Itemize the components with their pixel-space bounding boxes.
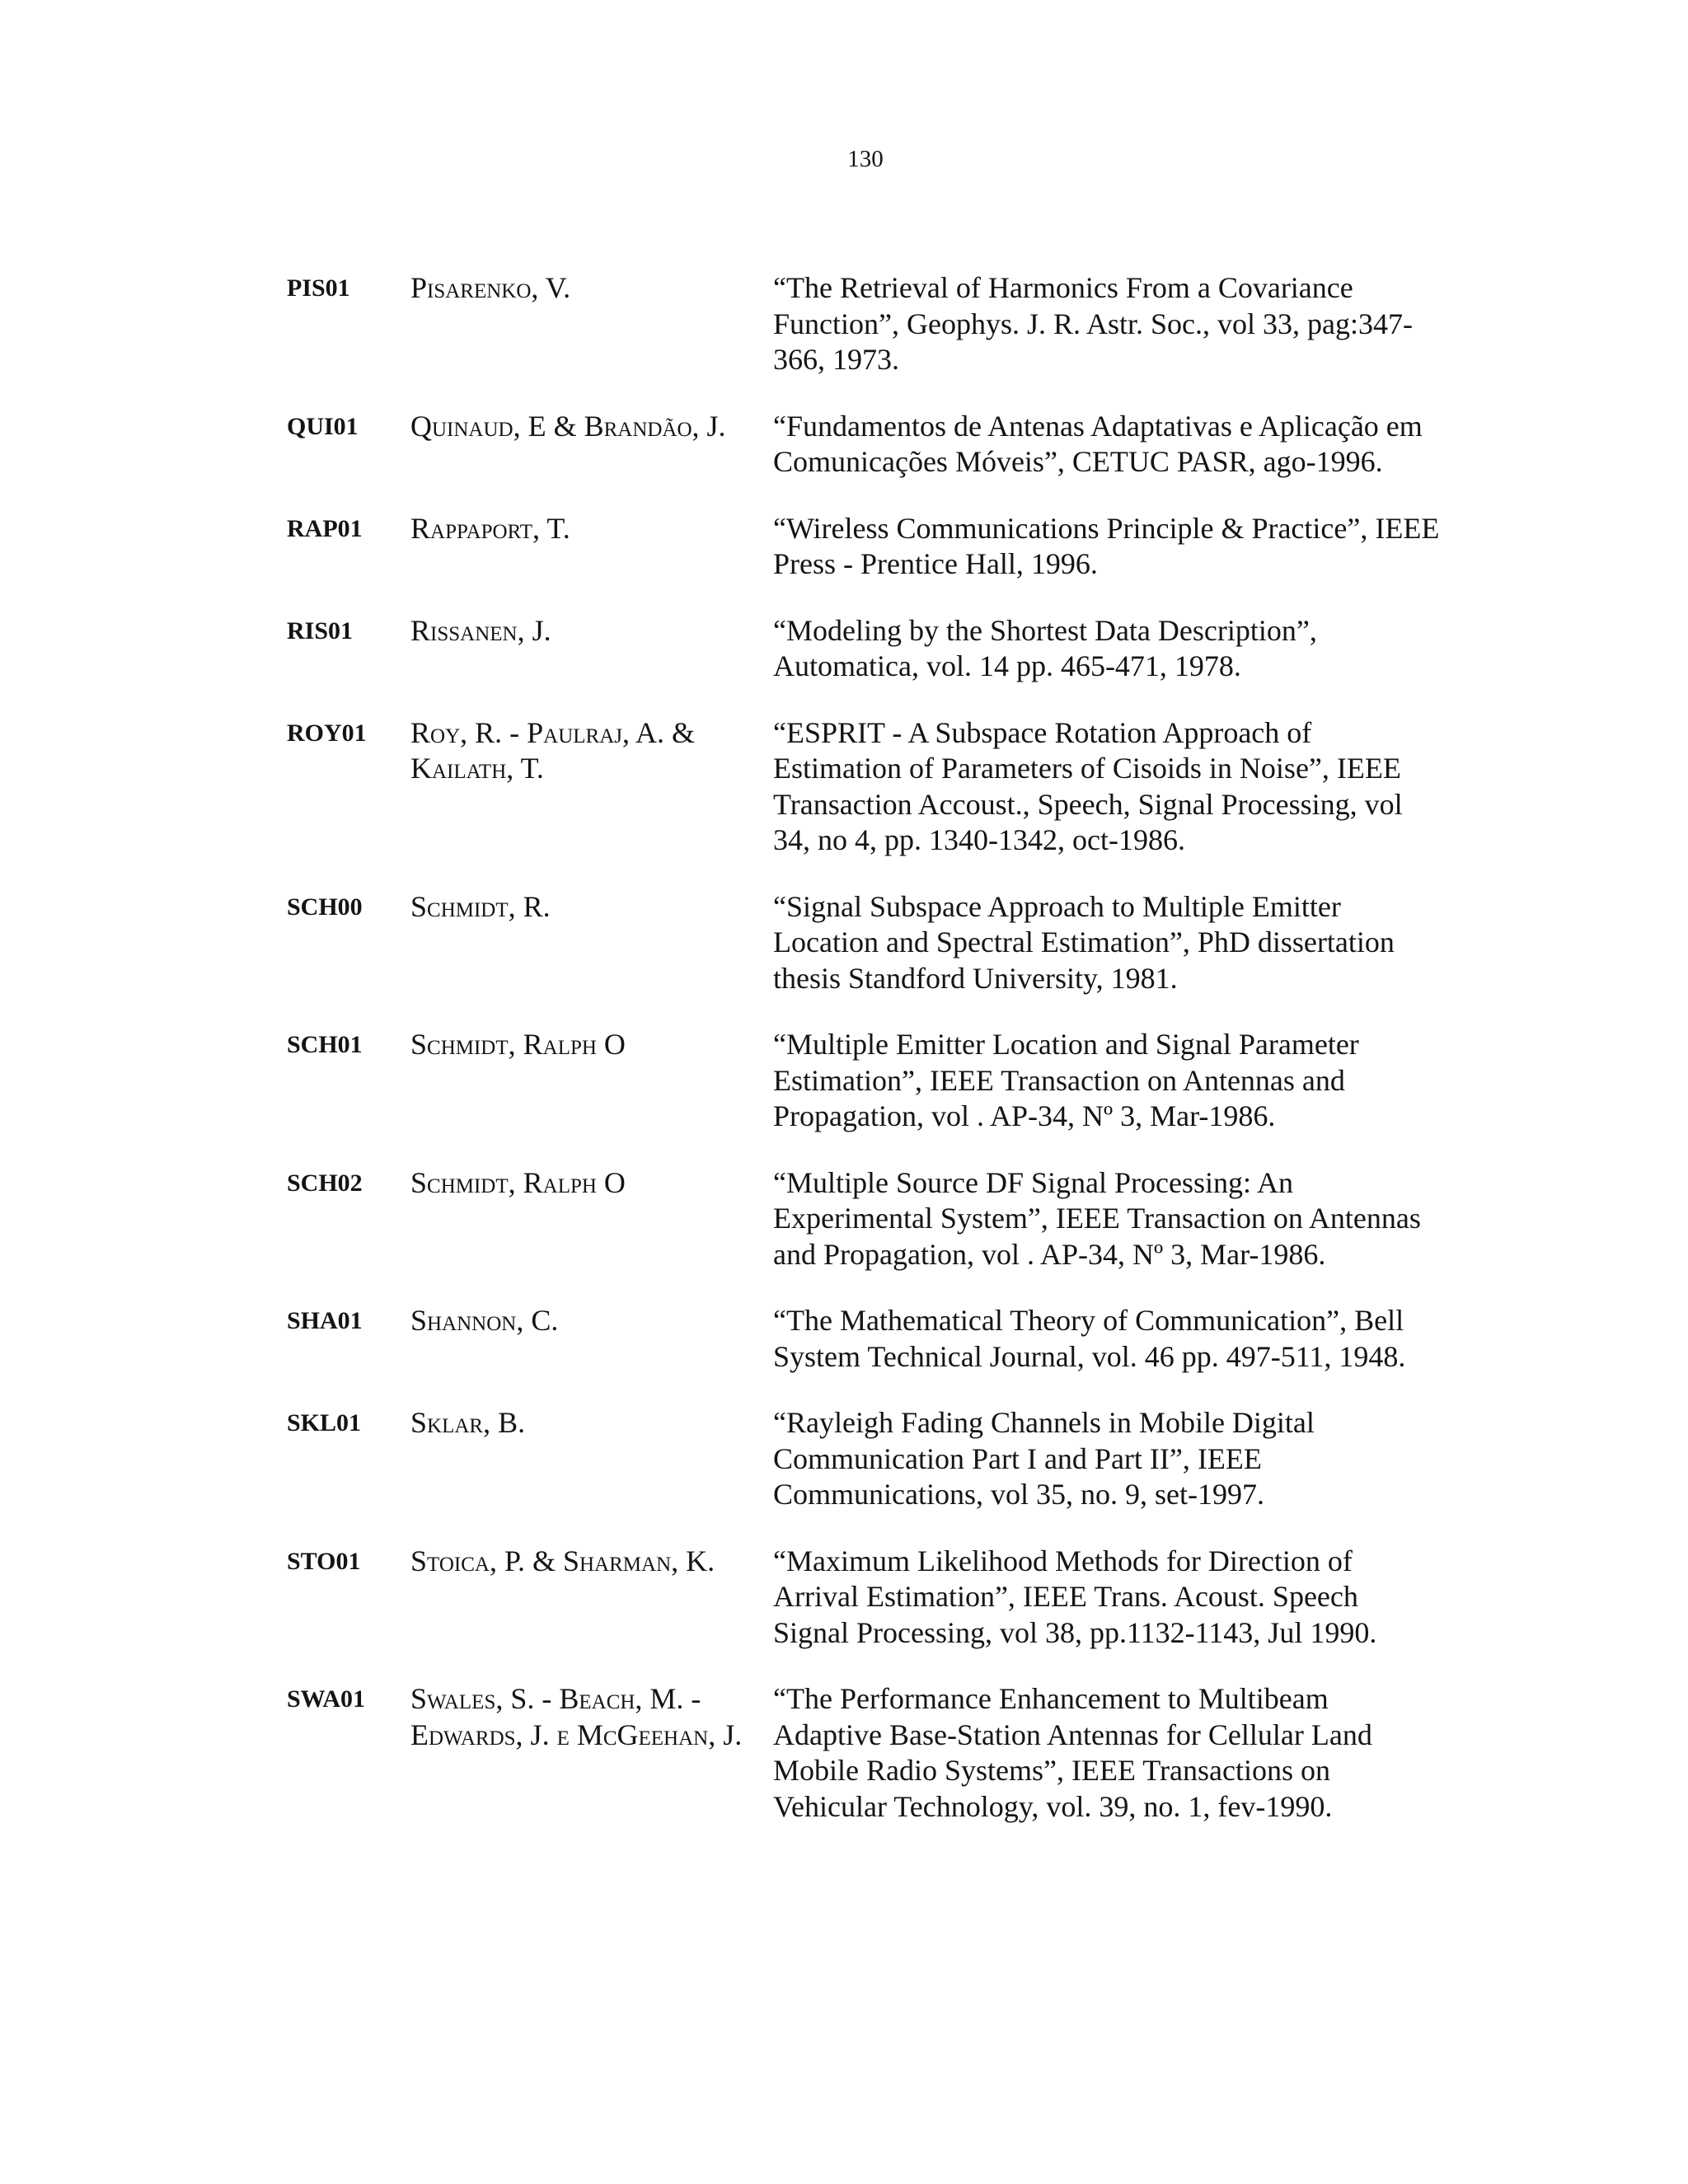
reference-key: RIS01 (287, 616, 354, 644)
reference-entry (287, 409, 1441, 480)
reference-authors: Roy, R. - Paulraj, A. & Kailath, T. (410, 715, 695, 785)
reference-authors: Sklar, B. (410, 1406, 526, 1439)
reference-title: “Multiple Emitter Location and Signal Parameter Estimation”, IEEE Transaction on Antennas and Propagation, vol . AP-34, Nº 3, Mar-1986. (773, 1028, 1359, 1132)
reference-authors: Swales, S. - Beach, M. - Edwards, J. e McGeehan, J. (410, 1682, 743, 1751)
reference-title: “Modeling by the Shortest Data Description”, Automatica, vol. 14 pp. 465-471, 1978. (773, 613, 1317, 682)
reference-title: “The Performance Enhancement to Multibeam Adaptive Base-Station Antennas for Cellular Land Mobile Radio Systems”, IEEE Transactions on Vehicular Technology, vol. 39, no. 1, fev-1990. (773, 1682, 1372, 1823)
reference-title: “ESPRIT - A Subspace Rotation Approach of Estimation of Parameters of Cisoids in Noise”, IEEE Transaction Accoust., Speech, Signal Processing, vol 34, no 4, pp. 1340-1342, oct-1986. (773, 715, 1403, 856)
reference-entry (287, 715, 1441, 859)
reference-key: SCH00 (287, 893, 363, 921)
reference-title: “Wireless Communications Principle & Practice”, IEEE Press - Prentice Hall, 1996. (773, 511, 1440, 580)
reference-key: SHA01 (287, 1307, 363, 1334)
reference-entry (287, 1303, 1441, 1375)
reference-key: ROY01 (287, 719, 367, 747)
reference-entry (287, 1165, 1441, 1273)
reference-authors: Shannon, C. (410, 1304, 559, 1337)
reference-entry (287, 1681, 1441, 1825)
reference-title: “Multiple Source DF Signal Processing: An Experimental System”, IEEE Transaction on Antennas and Propagation, vol . AP-34, Nº 3, Mar-1986. (773, 1165, 1421, 1271)
reference-title: “Signal Subspace Approach to Multiple Emitter Location and Spectral Estimation”, PhD dissertation thesis Standford University, 1981. (773, 889, 1395, 995)
reference-authors: Rissanen, J. (410, 613, 551, 647)
reference-key: PIS01 (287, 274, 350, 302)
reference-authors: Schmidt, Ralph O (410, 1028, 626, 1061)
reference-authors: Rappaport, T. (410, 511, 570, 545)
reference-entry (287, 1544, 1441, 1652)
reference-title: “Fundamentos de Antenas Adaptativas e Aplicação em Comunicações Móveis”, CETUC PASR, ago-1996. (773, 409, 1423, 478)
reference-authors: Schmidt, Ralph O (410, 1165, 626, 1199)
reference-entry (287, 1405, 1441, 1513)
reference-key: QUI01 (287, 412, 359, 440)
reference-title: “The Retrieval of Harmonics From a Covariance Function”, Geophys. J. R. Astr. Soc., vol 33, pag:347-366, 1973. (773, 271, 1413, 376)
reference-key: SCH01 (287, 1031, 363, 1058)
reference-title: “Maximum Likelihood Methods for Direction of Arrival Estimation”, IEEE Trans. Acoust. Speech Signal Processing, vol 38, pp.1132-1143, Jul 1990. (773, 1544, 1377, 1649)
reference-title: “Rayleigh Fading Channels in Mobile Digital Communication Part I and Part II”, IEEE Communications, vol 35, no. 9, set-1997. (773, 1406, 1315, 1511)
reference-entry (287, 270, 1441, 378)
reference-entry (287, 889, 1441, 997)
reference-list (287, 270, 1441, 1855)
reference-authors: Quinaud, E & Brandão, J. (410, 409, 726, 443)
reference-key: RAP01 (287, 514, 363, 542)
reference-key: SKL01 (287, 1409, 362, 1436)
reference-key: STO01 (287, 1547, 361, 1575)
reference-title: “The Mathematical Theory of Communication”, Bell System Technical Journal, vol. 46 pp. 497-511, 1948. (773, 1304, 1406, 1373)
reference-entry (287, 1027, 1441, 1135)
reference-entry (287, 511, 1441, 583)
reference-authors: Pisarenko, V. (410, 271, 571, 304)
reference-authors: Schmidt, R. (410, 889, 551, 923)
reference-key: SCH02 (287, 1169, 363, 1197)
reference-entry (287, 613, 1441, 685)
page-number: 130 (847, 146, 884, 172)
reference-authors: Stoica, P. & Sharman, K. (410, 1544, 715, 1577)
reference-key: SWA01 (287, 1685, 366, 1713)
